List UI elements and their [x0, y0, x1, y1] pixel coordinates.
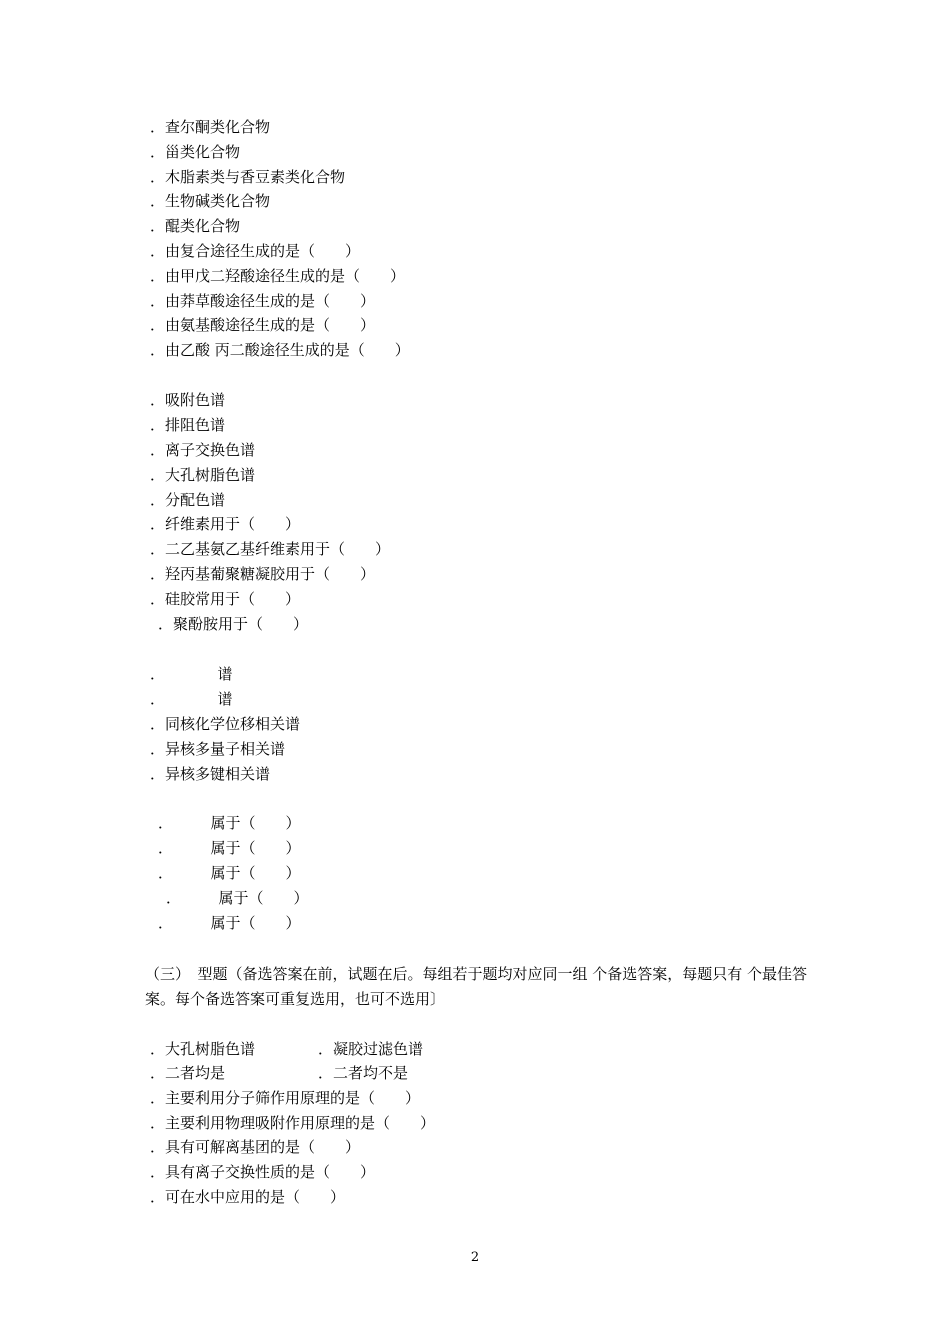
option-line: ．大孔树脂色谱	[150, 1040, 256, 1058]
question-line: ． 属于（ ）	[158, 814, 301, 832]
question-line: ． 属于（ ）	[166, 889, 309, 907]
option-line: ．吸附色谱	[150, 391, 226, 409]
question-line: ．具有可解离基团的是（ ）	[150, 1138, 361, 1156]
option-line: ．异核多键相关谱	[150, 765, 271, 783]
question-line: ．由复合途径生成的是（ ）	[150, 242, 361, 260]
question-line: ．可在水中应用的是（ ）	[150, 1188, 346, 1206]
page-number: 2	[470, 1250, 480, 1265]
option-line: ．二者均不是	[318, 1064, 409, 1082]
option-line: ．甾类化合物	[150, 143, 241, 161]
option-line: ．排阻色谱	[150, 416, 226, 434]
option-line: ． 谱	[150, 665, 233, 683]
option-line: ．大孔树脂色谱	[150, 466, 256, 484]
option-line: ．醌类化合物	[150, 217, 241, 235]
question-line: ．二乙基氨乙基纤维素用于（ ）	[150, 540, 391, 558]
option-line: ．离子交换色谱	[150, 441, 256, 459]
option-line: ．木脂素类与香豆素类化合物	[150, 168, 346, 186]
section-heading: （三） 型题（备选答案在前，试题在后。每组若于题均对应同一组 个备选答案，每题只有 个最佳答案。每个备选答案可重复选用，也可不选用〕	[145, 965, 808, 1008]
option-line: ．生物碱类化合物	[150, 192, 271, 210]
question-line: ．主要利用分子筛作用原理的是（ ）	[150, 1089, 421, 1107]
question-line: ．纤维素用于（ ）	[150, 515, 301, 533]
question-line: ．由乙酸 丙二酸途径生成的是（ ）	[150, 341, 410, 359]
option-line: ．同核化学位移相关谱	[150, 715, 301, 733]
question-line: ． 属于（ ）	[158, 864, 301, 882]
question-line: ． 属于（ ）	[158, 839, 301, 857]
option-line: ．异核多量子相关谱	[150, 740, 286, 758]
question-line: ．由氨基酸途径生成的是（ ）	[150, 316, 376, 334]
question-line: ．由甲戊二羟酸途径生成的是（ ）	[150, 267, 406, 285]
question-line: ．聚酚胺用于（ ）	[158, 615, 309, 633]
option-line: ．分配色谱	[150, 491, 226, 509]
question-line: ．硅胶常用于（ ）	[150, 590, 301, 608]
option-line: ． 谱	[150, 690, 233, 708]
question-line: ．羟丙基葡聚糖凝胶用于（ ）	[150, 565, 376, 583]
option-line: ．查尔酮类化合物	[150, 118, 271, 136]
question-line: ．由莽草酸途径生成的是（ ）	[150, 292, 376, 310]
question-line: ．主要利用物理吸附作用原理的是（ ）	[150, 1114, 436, 1132]
question-line: ． 属于（ ）	[158, 914, 301, 932]
option-line: ．凝胶过滤色谱	[318, 1040, 424, 1058]
option-line: ．二者均是	[150, 1064, 226, 1082]
question-line: ．具有离子交换性质的是（ ）	[150, 1163, 376, 1181]
